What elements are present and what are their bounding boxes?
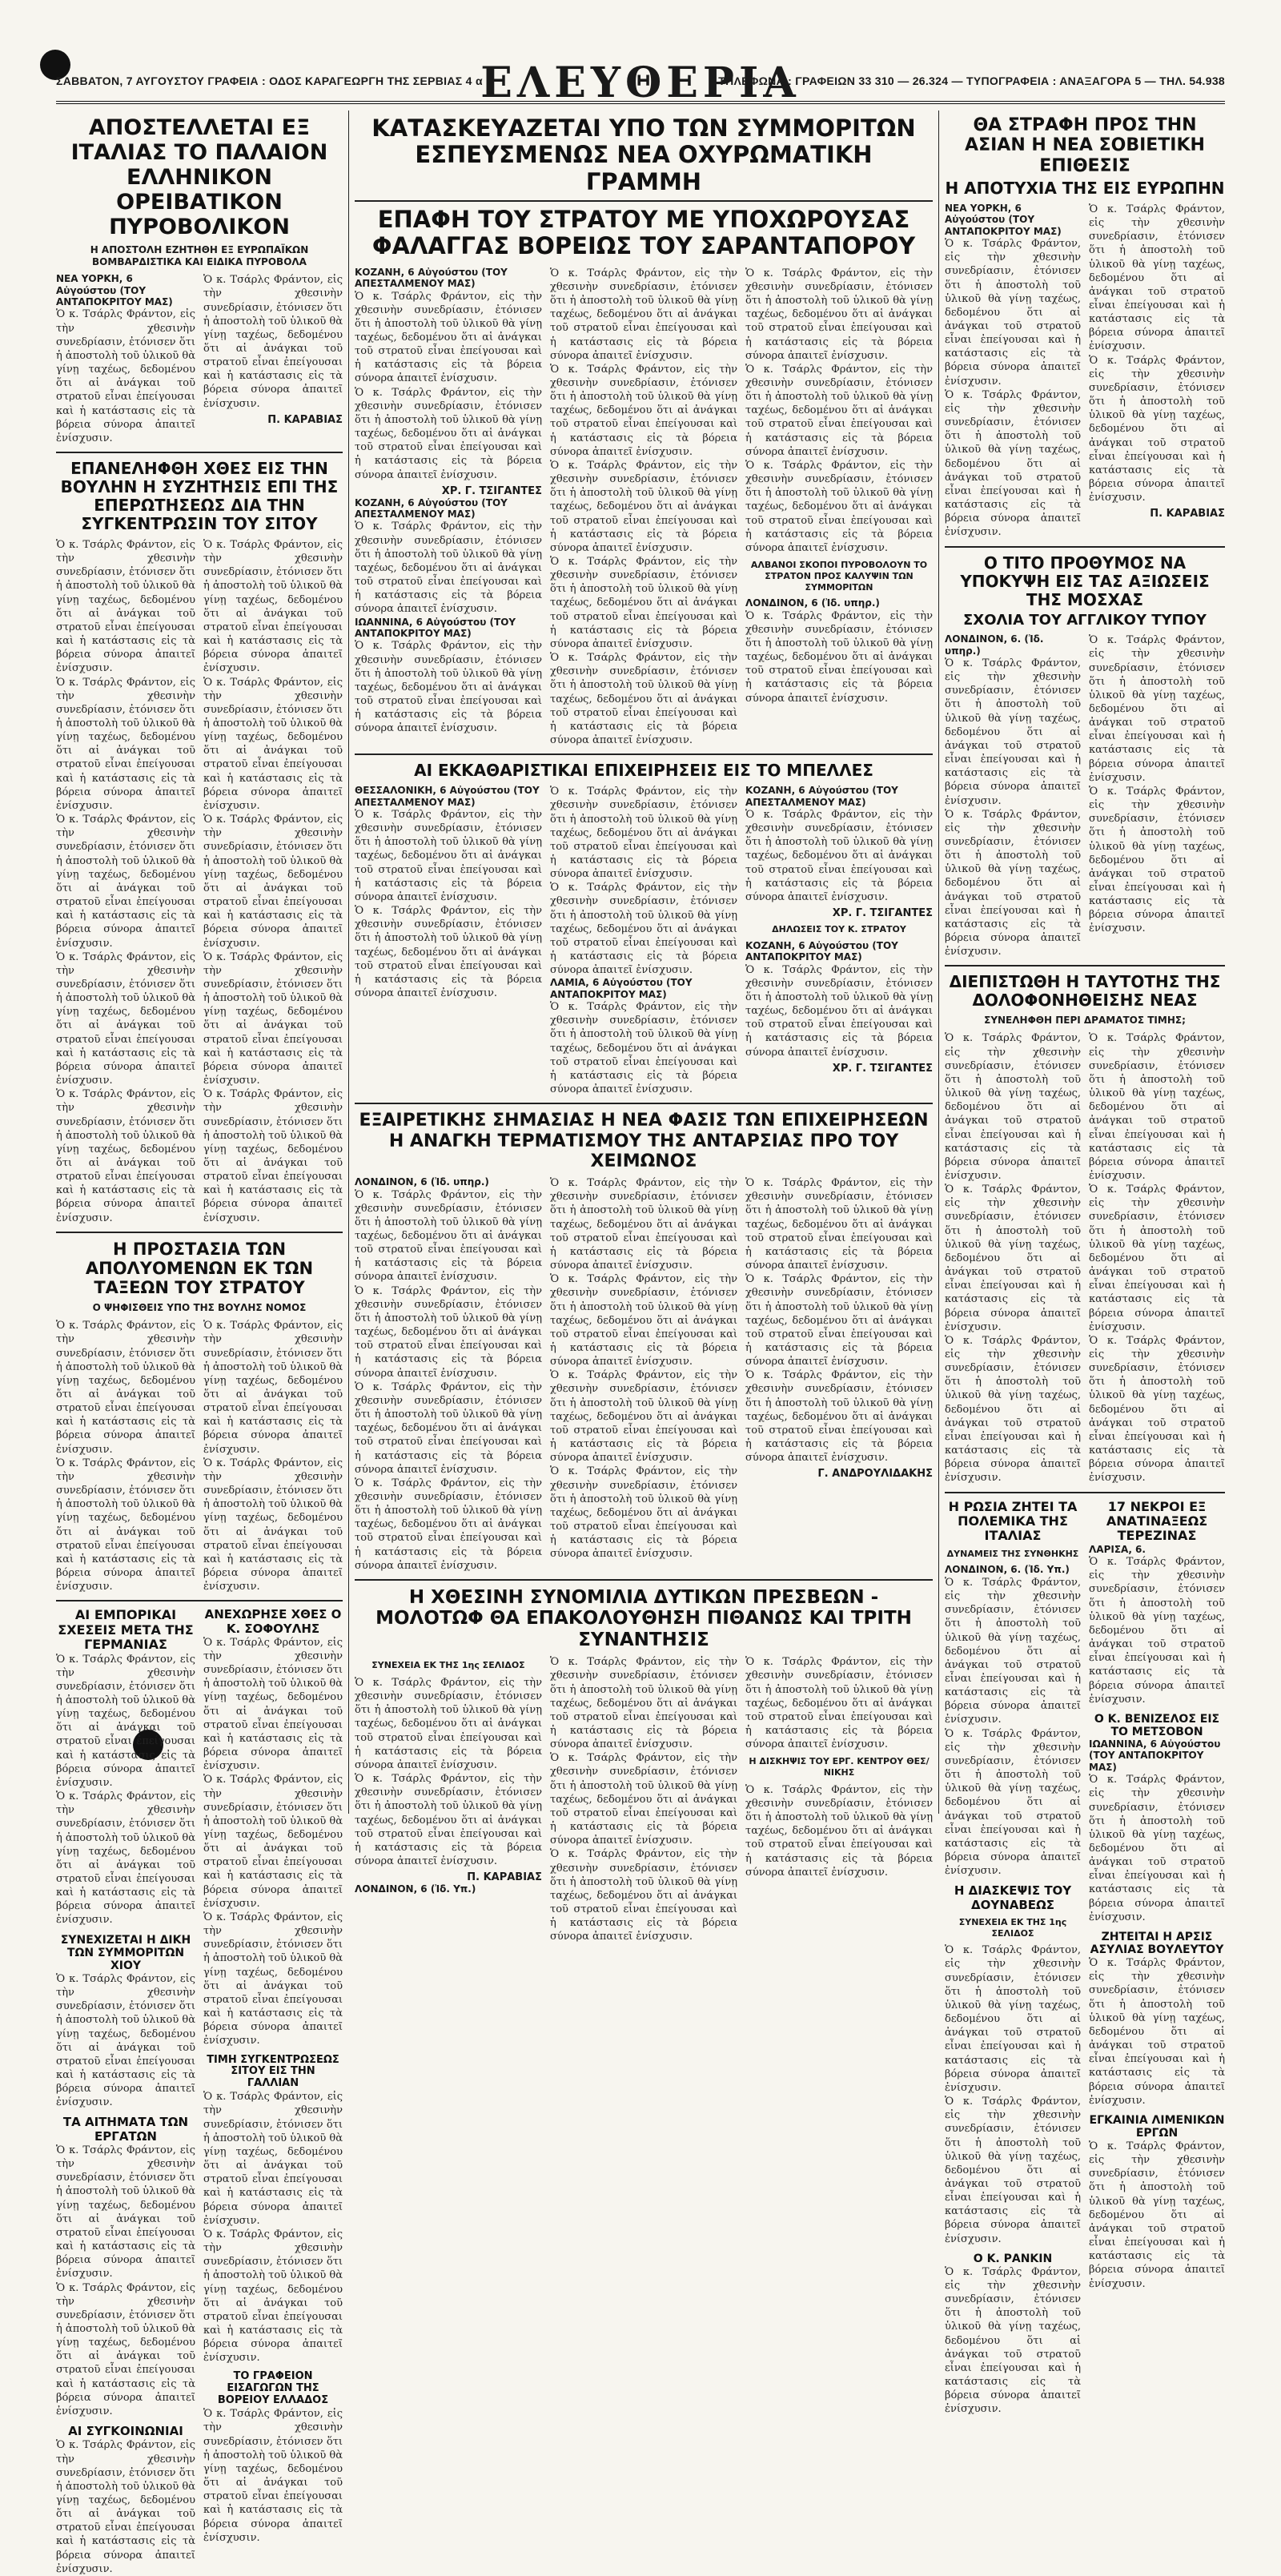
headline: ΔΙΕΠΙΣΤΩΘΗ Η ΤΑΥΤΟΤΗΣ ΤΗΣ ΔΟΛΟΦΟΝΗΘΕΙΣΗΣ ΝΕΑΣ — [949, 972, 1221, 1011]
article-port-works — [1089, 2114, 1225, 2291]
dateline: ΛΟΝΔΙΝΟΝ, 6 (Ἰδ. υπηρ.) — [355, 1176, 489, 1188]
headline-2: Η ΑΠΟΤΥΧΙΑ ΤΗΣ ΕΙΣ ΕΥΡΩΠΗΝ — [945, 178, 1225, 198]
headline: ΕΞΑΙΡΕΤΙΚΗΣ ΣΗΜΑΣΙΑΣ Η ΝΕΑ ΦΑΣΙΣ ΤΩΝ ΕΠΙΧΕΙΡΗΣΕΩΝ Η ΑΝΑΓΚΗ ΤΕΡΜΑΤΙΣΜΟΥ ΤΗΣ ΑΝΤΑΡΣΙΑΣ ΠΡΟ ΤΟΥ ΧΕΙΜΩΝΟΣ — [359, 1111, 929, 1171]
article-body: Ὁ κ. Τσάρλς Φράντον, εἰς τὴν χθεσινὴν συνεδρίασιν, ἐτόνισεν ὅτι ἡ ἀποστολὴ τοῦ ὑλικοῦ θὰ γίνῃ ταχέως, δεδομένου ὅτι αἱ ἀνάγκαι τοῦ στρατοῦ εἶναι ἐπείγουσαι καὶ ἡ κατάστασις εἰς τὰ βόρεια σύνορα ἀπαιτεῖ ἐνίσχυσιν. — [355, 1284, 542, 1380]
article-body: Ὁ κ. Τσάρλς Φράντον, εἰς τὴν χθεσινὴν συνεδρίασιν, ἐτόνισεν ὅτι ἡ ἀποστολὴ τοῦ ὑλικοῦ θὰ γίνῃ ταχέως, δεδομένου ὅτι αἱ ἀνάγκαι τοῦ στρατοῦ εἶναι ἐπείγουσαι καὶ ἡ κατάστασις εἰς τὰ βόρεια σύνορα ἀπαιτεῖ ἐνίσχυσιν. — [1089, 1334, 1225, 1485]
article-transport — [56, 2425, 195, 2576]
article-body: Ὁ κ. Τσάρλς Φράντον, εἰς τὴν χθεσινὴν συνεδρίασιν, ἐτόνισεν ὅτι ἡ ἀποστολὴ τοῦ ὑλικοῦ θὰ γίνῃ ταχέως, δεδομένου ὅτι αἱ ἀνάγκαι τοῦ στρατοῦ εἶναι ἐπείγουσαι καὶ ἡ κατάστασις εἰς τὰ βόρεια σύνορα ἀπαιτεῖ ἐνίσχυσιν. — [355, 1188, 542, 1284]
byline: Π. ΚΑΡΑΒΙΑΣ — [467, 1871, 542, 1884]
masthead-phones: ΤΗΛΕΦΩΝΑ : ΓΡΑΦΕΙΩΝ 33 310 — 26.324 — ΤΥΠΟΓΡΑΦΕΙΑ : ΑΝΑΞΑΓΟΡΑ 5 — ΤΗΛ. 54.938 — [718, 74, 1225, 87]
article-body: Ὁ κ. Τσάρλς Φράντον, εἰς τὴν χθεσινὴν συνεδρίασιν, ἐτόνισεν ὅτι ἡ ἀποστολὴ τοῦ ὑλικοῦ θὰ γίνῃ ταχέως, δεδομένου ὅτι αἱ ἀνάγκαι τοῦ στρατοῦ εἶναι ἐπείγουσαι καὶ ἡ κατάστασις εἰς τὰ βόρεια σύνορα ἀπαιτεῖ ἐνίσχυσιν. — [550, 882, 737, 977]
headline: 17 ΝΕΚΡΟΙ ΕΞ ΑΝΑΤΙΝΑΞΕΩΣ ΤΕΡΕΖΙΝΑΣ — [1106, 1498, 1208, 1544]
article-body: Ὁ κ. Τσάρλς Φράντον, εἰς τὴν χθεσινὴν συνεδρίασιν, ἐτόνισεν ὅτι ἡ ἀποστολὴ τοῦ ὑλικοῦ θὰ γίνῃ ταχέως, δεδομένου ὅτι αἱ ἀνάγκαι τοῦ στρατοῦ εἶναι ἐπείγουσαι καὶ ἡ κατάστασις εἰς τὰ βόρεια σύνορα ἀπαιτεῖ ἐνίσχυσιν. — [945, 2096, 1081, 2245]
headline: ΘΑ ΣΤΡΑΦΗ ΠΡΟΣ ΤΗΝ ΑΣΙΑΝ Η ΝΕΑ ΣΟΒΙΕΤΙΚΗ ΕΠΙΘΕΣΙΣ — [965, 115, 1205, 176]
dateline: ΝΕΑ ΥΟΡΚΗ, 6 Αὐγούστου (ΤΟΥ ΑΝΤΑΠΟΚΡΙΤΟΥ ΜΑΣ) — [945, 202, 1062, 237]
headline: Ο ΤΙΤΟ ΠΡΟΘΥΜΟΣ ΝΑ ΥΠΟΚΥΨΗ ΕΙΣ ΤΑΣ ΑΞΙΩΣΕΙΣ ΤΗΣ ΜΟΣΧΑΣ — [960, 553, 1210, 609]
article-body: Ὁ κ. Τσάρλς Φράντον, εἰς τὴν χθεσινὴν συνεδρίασιν, ἐτόνισεν ὅτι ἡ ἀποστολὴ τοῦ ὑλικοῦ θὰ γίνῃ ταχέως, δεδομένου ὅτι αἱ ἀνάγκαι τοῦ στρατοῦ εἶναι ἐπείγουσαι καὶ ἡ κατάστασις εἰς τὰ βόρεια σύνορα ἀπαιτεῖ ἐνίσχυσιν. — [1089, 2140, 1225, 2290]
article-body: Ὁ κ. Τσάρλς Φράντον, εἰς τὴν χθεσινὴν συνεδρίασιν, ἐτόνισεν ὅτι ἡ ἀποστολὴ τοῦ ὑλικοῦ θὰ γίνῃ ταχέως, δεδομένου ὅτι αἱ ἀνάγκαι τοῦ στρατοῦ εἶναι ἐπείγουσαι καὶ ἡ κατάστασις εἰς τὰ βόρεια σύνορα ἀπαιτεῖ ἐνίσχυσιν. — [56, 1457, 196, 1593]
section-rule — [56, 452, 343, 453]
article-body: Ὁ κ. Τσάρλς Φράντον, εἰς τὴν χθεσινὴν συνεδρίασιν, ἐτόνισεν ὅτι ἡ ἀποστολὴ τοῦ ὑλικοῦ θὰ γίνῃ ταχέως, δεδομένου ὅτι αἱ ἀνάγκαι τοῦ στρατοῦ εἶναι ἐπείγουσαι καὶ ἡ κατάστασις εἰς τὰ βόρεια σύνορα ἀπαιτεῖ ἐνίσχυσιν. — [56, 1972, 196, 2109]
article-body: Ὁ κ. Τσάρλς Φράντον, εἰς τὴν χθεσινὴν συνεδρίασιν, ἐτόνισεν ὅτι ἡ ἀποστολὴ τοῦ ὑλικοῦ θὰ γίνῃ ταχέως, δεδομένου ὅτι αἱ ἀνάγκαι τοῦ στρατοῦ εἶναι ἐπείγουσαι καὶ ἡ κατάστασις εἰς τὰ βόρεια σύνορα ἀπαιτεῖ ἐνίσχυσιν. — [56, 1790, 196, 1927]
article-body: Ὁ κ. Τσάρλς Φράντον, εἰς τὴν χθεσινὴν συνεδρίασιν, ἐτόνισεν ὅτι ἡ ἀποστολὴ τοῦ ὑλικοῦ θὰ γίνῃ ταχέως, δεδομένου ὅτι αἱ ἀνάγκαι τοῦ στρατοῦ εἶναι ἐπείγουσαι καὶ ἡ κατάστασις εἰς τὰ βόρεια σύνορα ἀπαιτεῖ ἐνίσχυσιν. — [550, 267, 737, 362]
masthead-address: ΣΑΒΒΑΤΟΝ, 7 ΑΥΓΟΥΣΤΟΥ ΓΡΑΦΕΙΑ : ΟΔΟΣ ΚΑΡΑΓΕΩΡΓΗ ΤΗΣ ΣΕΡΒΙΑΣ 4 α — [56, 74, 483, 87]
subheadline: ΑΛΒΑΝΟΙ ΣΚΟΠΟΙ ΠΥΡΟΒΟΛΟΥΝ ΤΟ ΣΤΡΑΤΟΝ ΠΡΟΣ ΚΑΛΥΨΙΝ ΤΩΝ ΣΥΜΜΟΡΙΤΩΝ — [750, 560, 928, 593]
article-body: Ὁ κ. Τσάρλς Φράντον, εἰς τὴν χθεσινὴν συνεδρίασιν, ἐτόνισεν ὅτι ἡ ἀποστολὴ τοῦ ὑλικοῦ θὰ γίνῃ ταχέως, δεδομένου ὅτι αἱ ἀνάγκαι τοῦ στρατοῦ εἶναι ἐπείγουσαι καὶ ἡ κατάστασις εἰς τὰ βόρεια σύνορα ἀπαιτεῖ ἐνίσχυσιν. — [1089, 203, 1225, 353]
byline: ΧΡ. Γ. ΤΣΙΓΑΝΤΕΣ — [832, 1062, 933, 1075]
dateline: ΛΟΝΔΙΝΟΝ, 6. (Ἰδ. Υπ.) — [945, 1564, 1070, 1576]
center-column — [355, 112, 933, 1943]
article-body: Ὁ κ. Τσάρλς Φράντον, εἰς τὴν χθεσινὴν συνεδρίασιν, ἐτόνισεν ὅτι ἡ ἀποστολὴ τοῦ ὑλικοῦ θὰ γίνῃ ταχέως, δεδομένου ὅτι αἱ ἀνάγκαι τοῦ στρατοῦ εἶναι ἐπείγουσαι καὶ ἡ κατάστασις εἰς τὰ βόρεια σύνορα ἀπαιτεῖ ἐνίσχυσιν. — [355, 290, 542, 385]
article-body: Ὁ κ. Τσάρλς Φράντον, εἰς τὴν χθεσινὴν συνεδρίασιν, ἐτόνισεν ὅτι ἡ ἀποστολὴ τοῦ ὑλικοῦ θὰ γίνῃ ταχέως, δεδομένου ὅτι αἱ ἀνάγκαι τοῦ στρατοῦ εἶναι ἐπείγουσαι καὶ ἡ κατάστασις εἰς τὰ βόρεια σύνορα ἀπαιτεῖ ἐνίσχυσιν. — [56, 308, 196, 444]
article-terezina-explosion — [1089, 1500, 1225, 1706]
article-body: Ὁ κ. Τσάρλς Φράντον, εἰς τὴν χθεσινὴν συνεδρίασιν, ἐτόνισεν ὅτι ἡ ἀποστολὴ τοῦ ὑλικοῦ θὰ γίνῃ ταχέως, δεδομένου ὅτι αἱ ἀνάγκαι τοῦ στρατοῦ εἶναι ἐπείγουσαι καὶ ἡ κατάστασις εἰς τὰ βόρεια σύνορα ἀπαιτεῖ ἐνίσχυσιν. — [1089, 354, 1225, 504]
section-rule — [56, 1600, 343, 1601]
article-body: Ὁ κ. Τσάρλς Φράντον, εἰς τὴν χθεσινὴν συνεδρίασιν, ἐτόνισεν ὅτι ἡ ἀποστολὴ τοῦ ὑλικοῦ θὰ γίνῃ ταχέως, δεδομένου ὅτι αἱ ἀνάγκαι τοῦ στρατοῦ εἶναι ἐπείγουσαι καὶ ἡ κατάστασις εἰς τὰ βόρεια σύνορα ἀπαιτεῖ ἐνίσχυσιν. — [355, 520, 542, 616]
article-body: Ὁ κ. Τσάρλς Φράντον, εἰς τὴν χθεσινὴν συνεδρίασιν, ἐτόνισεν ὅτι ἡ ἀποστολὴ τοῦ ὑλικοῦ θὰ γίνῃ ταχέως, δεδομένου ὅτι αἱ ἀνάγκαι τοῦ στρατοῦ εἶναι ἐπείγουσαι καὶ ἡ κατάστασις εἰς τὰ βόρεια σύνορα ἀπαιτεῖ ἐνίσχυσιν. — [745, 808, 933, 903]
article-body: Ὁ κ. Τσάρλς Φράντον, εἰς τὴν χθεσινὴν συνεδρίασιν, ἐτόνισεν ὅτι ἡ ἀποστολὴ τοῦ ὑλικοῦ θὰ γίνῃ ταχέως, δεδομένου ὅτι αἱ ἀνάγκαι τοῦ στρατοῦ εἶναι ἐπείγουσαι καὶ ἡ κατάστασις εἰς τὰ βόρεια σύνορα ἀπαιτεῖ ἐνίσχυσιν. — [550, 556, 737, 650]
article-body: Ὁ κ. Τσάρλς Φράντον, εἰς τὴν χθεσινὴν συνεδρίασιν, ἐτόνισεν ὅτι ἡ ἀποστολὴ τοῦ ὑλικοῦ θὰ γίνῃ ταχέως, δεδομένου ὅτι αἱ ἀνάγκαι τοῦ στρατοῦ εἶναι ἐπείγουσαι καὶ ἡ κατάστασις εἰς τὰ βόρεια σύνορα ἀπαιτεῖ ἐνίσχυσιν. — [355, 640, 542, 735]
article-body: Ὁ κ. Τσάρλς Φράντον, εἰς τὴν χθεσινὴν συνεδρίασιν, ἐτόνισεν ὅτι ἡ ἀποστολὴ τοῦ ὑλικοῦ θὰ γίνῃ ταχέως, δεδομένου ὅτι αἱ ἀνάγκαι τοῦ στρατοῦ εἶναι ἐπείγουσαι καὶ ἡ κατάστασις εἰς τὰ βόρεια σύνορα ἀπαιτεῖ ἐνίσχυσιν. — [203, 1457, 343, 1593]
dateline: ΚΟΖΑΝΗ, 6 Αὐγούστου (ΤΟΥ ΑΝΤΑΠΟΚΡΙΤΟΥ ΜΑΣ) — [745, 939, 898, 963]
article-body: Ὁ κ. Τσάρλς Φράντον, εἰς τὴν χθεσινὴν συνεδρίασιν, ἐτόνισεν ὅτι ἡ ἀποστολὴ τοῦ ὑλικοῦ θὰ γίνῃ ταχέως, δεδομένου ὅτι αἱ ἀνάγκαι τοῦ στρατοῦ εἶναι ἐπείγουσαι καὶ ἡ κατάστασις εἰς τὰ βόρεια σύνορα ἀπαιτεῖ ἐνίσχυσιν. — [550, 1273, 737, 1368]
article-body: Ὁ κ. Τσάρλς Φράντον, εἰς τὴν χθεσινὴν συνεδρίασιν, ἐτόνισεν ὅτι ἡ ἀποστολὴ τοῦ ὑλικοῦ θὰ γίνῃ ταχέως, δεδομένου ὅτι αἱ ἀνάγκαι τοῦ στρατοῦ εἶναι ἐπείγουσαι καὶ ἡ κατάστασις εἰς τὰ βόρεια σύνορα ἀπαιτεῖ ἐνίσχυσιν. — [56, 676, 196, 812]
section-rule — [945, 965, 1225, 967]
byline: ΧΡ. Γ. ΤΣΙΓΑΝΤΕΣ — [832, 907, 933, 920]
section-rule — [355, 1103, 933, 1104]
dateline: ΙΩΑΝΝΙΝΑ, 6 Αὐγούστου (ΤΟΥ ΑΝΤΑΠΟΚΡΙΤΟΥ ΜΑΣ) — [355, 616, 516, 639]
article-body: Ὁ κ. Τσάρλς Φράντον, εἰς τὴν χθεσινὴν συνεδρίασιν, ἐτόνισεν ὅτι ἡ ἀποστολὴ τοῦ ὑλικοῦ θὰ γίνῃ ταχέως, δεδομένου ὅτι αἱ ἀνάγκαι τοῦ στρατοῦ εἶναι ἐπείγουσαι καὶ ἡ κατάστασις εἰς τὰ βόρεια σύνορα ἀπαιτεῖ ἐνίσχυσιν. — [56, 538, 196, 675]
dateline: ΙΩΑΝΝΙΝΑ, 6 Αὐγούστου (ΤΟΥ ΑΝΤΑΠΟΚΡΙΤΟΥ ΜΑΣ) — [1089, 1738, 1221, 1773]
article-body: Ὁ κ. Τσάρλς Φράντον, εἰς τὴν χθεσινὴν συνεδρίασιν, ἐτόνισεν ὅτι ἡ ἀποστολὴ τοῦ ὑλικοῦ θὰ γίνῃ ταχέως, δεδομένου ὅτι αἱ ἀνάγκαι τοῦ στρατοῦ εἶναι ἐπείγουσαι καὶ ἡ κατάστασις εἰς τὰ βόρεια σύνορα ἀπαιτεῖ ἐνίσχυσιν. — [355, 386, 542, 481]
byline: Γ. ΑΝΔΡΟΥΛΙΔΑΚΗΣ — [817, 1468, 933, 1481]
subheadline: ΣΧΟΛΙΑ ΤΟΥ ΑΓΓΛΙΚΟΥ ΤΥΠΟΥ — [963, 611, 1207, 629]
dateline: ΛΟΝΔΙΝΟΝ, 6 (Ἰδ. Υπ.) — [355, 1883, 476, 1895]
subheadline: ΣΥΝΕΛΗΦΘΗ ΠΕΡΙ ΔΡΑΜΑΤΟΣ ΤΙΜΗΣ; — [984, 1015, 1186, 1027]
article-body: Ὁ κ. Τσάρλς Φράντον, εἰς τὴν χθεσινὴν συνεδρίασιν, ἐτόνισεν ὅτι ἡ ἀποστολὴ τοῦ ὑλικοῦ θὰ γίνῃ ταχέως, δεδομένου ὅτι αἱ ἀνάγκαι τοῦ στρατοῦ εἶναι ἐπείγουσαι καὶ ἡ κατάστασις εἰς τὰ βόρεια σύνορα ἀπαιτεῖ ἐνίσχυσιν. — [355, 1380, 542, 1476]
article-body: Ὁ κ. Τσάρλς Φράντον, εἰς τὴν χθεσινὴν συνεδρίασιν, ἐτόνισεν ὅτι ἡ ἀποστολὴ τοῦ ὑλικοῦ θὰ γίνῃ ταχέως, δεδομένου ὅτι αἱ ἀνάγκαι τοῦ στρατοῦ εἶναι ἐπείγουσαι καὶ ἡ κατάστασις εἰς τὰ βόρεια σύνορα ἀπαιτεῖ ἐνίσχυσιν. — [203, 2408, 343, 2544]
dateline: ΚΟΖΑΝΗ, 6 Αὐγούστου (ΤΟΥ ΑΠΕΣΤΑΛΜΕΝΟΥ ΜΑΣ) — [355, 266, 508, 290]
article-body: Ὁ κ. Τσάρλς Φράντον, εἰς τὴν χθεσινὴν συνεδρίασιν, ἐτόνισεν ὅτι ἡ ἀποστολὴ τοῦ ὑλικοῦ θὰ γίνῃ ταχέως, δεδομένου ὅτι αἱ ἀνάγκαι τοῦ στρατοῦ εἶναι ἐπείγουσαι καὶ ἡ κατάστασις εἰς τὰ βόρεια σύνορα ἀπαιτεῖ ἐνίσχυσιν. — [203, 950, 343, 1087]
dateline: ΛΑΡΙΣΑ, 6. — [1089, 1543, 1146, 1555]
article-chios-trial — [56, 1934, 195, 2110]
article-body: Ὁ κ. Τσάρλς Φράντον, εἰς τὴν χθεσινὴν συνεδρίασιν, ἐτόνισεν ὅτι ἡ ἀποστολὴ τοῦ ὑλικοῦ θὰ γίνῃ ταχέως, δεδομένου ὅτι αἱ ἀνάγκαι τοῦ στρατοῦ εἶναι ἐπείγουσαι καὶ ἡ κατάστασις εἰς τὰ βόρεια σύνορα ἀπαιτεῖ ἐνίσχυσιν. — [56, 950, 196, 1087]
article-body: Ὁ κ. Τσάρλς Φράντον, εἰς τὴν χθεσινὴν συνεδρίασιν, ἐτόνισεν ὅτι ἡ ἀποστολὴ τοῦ ὑλικοῦ θὰ γίνῃ ταχέως, δεδομένου ὅτι αἱ ἀνάγκαι τοῦ στρατοῦ εἶναι ἐπείγουσαι καὶ ἡ κατάστασις εἰς τὰ βόρεια σύνορα ἀπαιτεῖ ἐνίσχυσιν. — [203, 1088, 343, 1224]
article-body: Ὁ κ. Τσάρλς Φράντον, εἰς τὴν χθεσινὴν συνεδρίασιν, ἐτόνισεν ὅτι ἡ ἀποστολὴ τοῦ ὑλικοῦ θὰ γίνῃ ταχέως, δεδομένου ὅτι αἱ ἀνάγκαι τοῦ στρατοῦ εἶναι ἐπείγουσαι καὶ ἡ κατάστασις εἰς τὰ βόρεια σύνορα ἀπαιτεῖ ἐνίσχυσιν. — [1089, 1774, 1225, 1923]
section-rule — [355, 1579, 933, 1581]
article-body: Ὁ κ. Τσάρλς Φράντον, εἰς τὴν χθεσινὴν συνεδρίασιν, ἐτόνισεν ὅτι ἡ ἀποστολὴ τοῦ ὑλικοῦ θὰ γίνῃ ταχέως, δεδομένου ὅτι αἱ ἀνάγκαι τοῦ στρατοῦ εἶναι ἐπείγουσαι καὶ ἡ κατάστασις εἰς τὰ βόρεια σύνορα ἀπαιτεῖ ἐνίσχυσιν. — [1089, 1957, 1225, 2107]
article-body: Ὁ κ. Τσάρλς Φράντον, εἰς τὴν χθεσινὴν συνεδρίασιν, ἐτόνισεν ὅτι ἡ ἀποστολὴ τοῦ ὑλικοῦ θὰ γίνῃ ταχέως, δεδομένου ὅτι αἱ ἀνάγκαι τοῦ στρατοῦ εἶναι ἐπείγουσαι καὶ ἡ κατάστασις εἰς τὰ βόρεια σύνορα ἀπαιτεῖ ἐνίσχυσιν. — [945, 388, 1081, 539]
article-body: Ὁ κ. Τσάρλς Φράντον, εἰς τὴν χθεσινὴν συνεδρίασιν, ἐτόνισεν ὅτι ἡ ἀποστολὴ τοῦ ὑλικοῦ θὰ γίνῃ ταχέως, δεδομένου ὅτι αἱ ἀνάγκαι τοῦ στρατοῦ εἶναι ἐπείγουσαι καὶ ἡ κατάστασις εἰς τὰ βόρεια σύνορα ἀπαιτεῖ ἐνίσχυσιν. — [945, 1334, 1081, 1485]
article-body: Ὁ κ. Τσάρλς Φράντον, εἰς τὴν χθεσινὴν συνεδρίασιν, ἐτόνισεν ὅτι ἡ ἀποστολὴ τοῦ ὑλικοῦ θὰ γίνῃ ταχέως, δεδομένου ὅτι αἱ ἀνάγκαι τοῦ στρατοῦ εἶναι ἐπείγουσαι καὶ ἡ κατάστασις εἰς τὰ βόρεια σύνορα ἀπαιτεῖ ἐνίσχυσιν. — [945, 1032, 1081, 1182]
article-murder-identity — [945, 973, 1225, 1485]
article-body: Ὁ κ. Τσάρλς Φράντον, εἰς τὴν χθεσινὴν συνεδρίασιν, ἐτόνισεν ὅτι ἡ ἀποστολὴ τοῦ ὑλικοῦ θὰ γίνῃ ταχέως, δεδομένου ὅτι αἱ ἀνάγκαι τοῦ στρατοῦ εἶναι ἐπείγουσαι καὶ ἡ κατάστασις εἰς τὰ βόρεια σύνορα ἀπαιτεῖ ἐνίσχυσιν. — [945, 657, 1081, 807]
article-body: Ὁ κ. Τσάρλς Φράντον, εἰς τὴν χθεσινὴν συνεδρίασιν, ἐτόνισεν ὅτι ἡ ἀποστολὴ τοῦ ὑλικοῦ θὰ γίνῃ ταχέως, δεδομένου ὅτι αἱ ἀνάγκαι τοῦ στρατοῦ εἶναι ἐπείγουσαι καὶ ἡ κατάστασις εἰς τὰ βόρεια σύνορα ἀπαιτεῖ ἐνίσχυσιν. — [745, 1369, 933, 1465]
article-body: Ὁ κ. Τσάρλς Φράντον, εἰς τὴν χθεσινὴν συνεδρίασιν, ἐτόνισεν ὅτι ἡ ἀποστολὴ τοῦ ὑλικοῦ θὰ γίνῃ ταχέως, δεδομένου ὅτι αἱ ἀνάγκαι τοῦ στρατοῦ εἶναι ἐπείγουσαι καὶ ἡ κατάστασις εἰς τὰ βόρεια σύνορα ἀπαιτεῖ ἐνίσχυσιν. — [56, 2439, 196, 2575]
article-body: Ὁ κ. Τσάρλς Φράντον, εἰς τὴν χθεσινὴν συνεδρίασιν, ἐτόνισεν ὅτι ἡ ἀποστολὴ τοῦ ὑλικοῦ θὰ γίνῃ ταχέως, δεδομένου ὅτι αἱ ἀνάγκαι τοῦ στρατοῦ εἶναι ἐπείγουσαι καὶ ἡ κατάστασις εἰς τὰ βόρεια σύνορα ἀπαιτεῖ ἐνίσχυσιν. — [945, 2265, 1081, 2416]
masthead — [56, 58, 1225, 107]
article-body: Ὁ κ. Τσάρλς Φράντον, εἰς τὴν χθεσινὴν συνεδρίασιν, ἐτόνισεν ὅτι ἡ ἀποστολὴ τοῦ ὑλικοῦ θὰ γίνῃ ταχέως, δεδομένου ὅτι αἱ ἀνάγκαι τοῦ στρατοῦ εἶναι ἐπείγουσαι καὶ ἡ κατάστασις εἰς τὰ βόρεια σύνορα ἀπαιτεῖ ἐνίσχυσιν. — [203, 2091, 343, 2227]
headline: ΕΓΚΑΙΝΙΑ ΛΙΜΕΝΙΚΩΝ ΕΡΓΩΝ — [1089, 2113, 1225, 2140]
article-body: Ὁ κ. Τσάρλς Φράντον, εἰς τὴν χθεσινὴν συνεδρίασιν, ἐτόνισεν ὅτι ἡ ἀποστολὴ τοῦ ὑλικοῦ θὰ γίνῃ ταχέως, δεδομένου ὅτι αἱ ἀνάγκαι τοῦ στρατοῦ εἶναι ἐπείγουσαι καὶ ἡ κατάστασις εἰς τὰ βόρεια σύνορα ἀπαιτεῖ ἐνίσχυσιν. — [203, 814, 343, 950]
article-body: Ὁ κ. Τσάρλς Φράντον, εἰς τὴν χθεσινὴν συνεδρίασιν, ἐτόνισεν ὅτι ἡ ἀποστολὴ τοῦ ὑλικοῦ θὰ γίνῃ ταχέως, δεδομένου ὅτι αἱ ἀνάγκαι τοῦ στρατοῦ εἶναι ἐπείγουσαι καὶ ἡ κατάστασις εἰς τὰ βόρεια σύνορα ἀπαιτεῖ ἐνίσχυσιν. — [56, 2144, 196, 2281]
article-molotov-talks — [355, 1587, 933, 1944]
article-body: Ὁ κ. Τσάρλς Φράντον, εἰς τὴν χθεσινὴν συνεδρίασιν, ἐτόνισεν ὅτι ἡ ἀποστολὴ τοῦ ὑλικοῦ θὰ γίνῃ ταχέως, δεδομένου ὅτι αἱ ἀνάγκαι τοῦ στρατοῦ εἶναι ἐπείγουσαι καὶ ἡ κατάστασις εἰς τὰ βόρεια σύνορα ἀπαιτεῖ ἐνίσχυσιν. — [56, 814, 196, 950]
lead-article-fortification — [355, 115, 933, 747]
dateline: ΘΕΣΣΑΛΟΝΙΚΗ, 6 Αὐγούστου (ΤΟΥ ΑΠΕΣΤΑΛΜΕΝΟΥ ΜΑΣ) — [355, 785, 540, 808]
headline: ΤΟ ΓΡΑΦΕΙΟΝ ΕΙΣΑΓΩΓΩΝ ΤΗΣ ΒΟΡΕΙΟΥ ΕΛΛΑΔΟΣ — [217, 2370, 329, 2407]
dateline: ΛΟΝΔΙΝΟΝ, 6 (Ἰδ. υπηρ.) — [745, 597, 880, 609]
article-body: Ὁ κ. Τσάρλς Φράντον, εἰς τὴν χθεσινὴν συνεδρίασιν, ἐτόνισεν ὅτι ἡ ἀποστολὴ τοῦ ὑλικοῦ θὰ γίνῃ ταχέως, δεδομένου ὅτι αἱ ἀνάγκαι τοῦ στρατοῦ εἶναι ἐπείγουσαι καὶ ἡ κατάστασις εἰς τὰ βόρεια σύνορα ἀπαιτεῖ ἐνίσχυσιν. — [550, 1001, 737, 1096]
headline: Η ΡΩΣΙΑ ΖΗΤΕΙ ΤΑ ΠΟΛΕΜΙΚΑ ΤΗΣ ΙΤΑΛΙΑΣ — [948, 1498, 1078, 1544]
article-body: Ὁ κ. Τσάρλς Φράντον, εἰς τὴν χθεσινὴν συνεδρίασιν, ἐτόνισεν ὅτι ἡ ἀποστολὴ τοῦ ὑλικοῦ θὰ γίνῃ ταχέως, δεδομένου ὅτι αἱ ἀνάγκαι τοῦ στρατοῦ εἶναι ἐπείγουσαι καὶ ἡ κατάστασις εἰς τὰ βόρεια σύνορα ἀπαιτεῖ ἐνίσχυσιν. — [355, 905, 542, 999]
article-body: Ὁ κ. Τσάρλς Φράντον, εἰς τὴν χθεσινὴν συνεδρίασιν, ἐτόνισεν ὅτι ἡ ἀποστολὴ τοῦ ὑλικοῦ θὰ γίνῃ ταχέως, δεδομένου ὅτι αἱ ἀνάγκαι τοῦ στρατοῦ εἶναι ἐπείγουσαι καὶ ἡ κατάστασις εἰς τὰ βόρεια σύνορα ἀπαιτεῖ ἐνίσχυσιν. — [550, 1752, 737, 1847]
headline: Η ΠΡΟΣΤΑΣΙΑ ΤΩΝ ΑΠΟΛΥΟΜΕΝΩΝ ΕΚ ΤΩΝ ΤΑΞΕΩΝ ΤΟΥ ΣΤΡΑΤΟΥ — [85, 1239, 314, 1298]
article-body: Ὁ κ. Τσάρλς Φράντον, εἰς τὴν χθεσινὴν συνεδρίασιν, ἐτόνισεν ὅτι ἡ ἀποστολὴ τοῦ ὑλικοῦ θὰ γίνῃ ταχέως, δεδομένου ὅτι αἱ ἀνάγκαι τοῦ στρατοῦ εἶναι ἐπείγουσαι καὶ ἡ κατάστασις εἰς τὰ βόρεια σύνορα ἀπαιτεῖ ἐνίσχυσιν. — [1089, 785, 1225, 935]
headline: Η ΧΘΕΣΙΝΗ ΣΥΝΟΜΙΛΙΑ ΔΥΤΙΚΩΝ ΠΡΕΣΒΕΩΝ - ΜΟΛΟΤΩΦ ΘΑ ΕΠΑΚΟΛΟΥΘΗΣΗ ΠΙΘΑΝΩΣ ΚΑΙ ΤΡΙΤΗ ΣΥΝΑΝΤΗΣΙΣ — [375, 1586, 912, 1650]
article-body: Ὁ κ. Τσάρλς Φράντον, εἰς τὴν χθεσινὴν συνεδρίασιν, ἐτόνισεν ὅτι ἡ ἀποστολὴ τοῦ ὑλικοῦ θὰ γίνῃ ταχέως, δεδομένου ὅτι αἱ ἀνάγκαι τοῦ στρατοῦ εἶναι ἐπείγουσαι καὶ ἡ κατάστασις εἰς τὰ βόρεια σύνορα ἀπαιτεῖ ἐνίσχυσιν. — [745, 1656, 933, 1751]
article-body: Ὁ κ. Τσάρλς Φράντον, εἰς τὴν χθεσινὴν συνεδρίασιν, ἐτόνισεν ὅτι ἡ ἀποστολὴ τοῦ ὑλικοῦ θὰ γίνῃ ταχέως, δεδομένου ὅτι αἱ ἀνάγκαι τοῦ στρατοῦ εἶναι ἐπείγουσαι καὶ ἡ κατάστασις εἰς τὰ βόρεια σύνορα ἀπαιτεῖ ἐνίσχυσιν. — [56, 2281, 196, 2417]
article-soldier-protection — [56, 1240, 343, 1594]
article-venizelos-metsovo — [1089, 1713, 1225, 1924]
headline: ΑΝΕΧΩΡΗΣΕ ΧΘΕΣ Ο Κ. ΣΟΦΟΥΛΗΣ — [204, 1607, 342, 1636]
article-body: Ὁ κ. Τσάρλς Φράντον, εἰς τὴν χθεσινὴν συνεδρίασιν, ἐτόνισεν ὅτι ἡ ἀποστολὴ τοῦ ὑλικοῦ θὰ γίνῃ ταχέως, δεδομένου ὅτι αἱ ἀνάγκαι τοῦ στρατοῦ εἶναι ἐπείγουσαι καὶ ἡ κατάστασις εἰς τὰ βόρεια σύνορα ἀπαιτεῖ ἐνίσχυσιν. — [203, 1774, 343, 1910]
article-body: Ὁ κ. Τσάρλς Φράντον, εἰς τὴν χθεσινὴν συνεδρίασιν, ἐτόνισεν ὅτι ἡ ἀποστολὴ τοῦ ὑλικοῦ θὰ γίνῃ ταχέως, δεδομένου ὅτι αἱ ἀνάγκαι τοῦ στρατοῦ εἶναι ἐπείγουσαι καὶ ἡ κατάστασις εἰς τὰ βόρεια σύνορα ἀπαιτεῖ ἐνίσχυσιν. — [945, 1944, 1081, 2094]
article-body: Ὁ κ. Τσάρλς Φράντον, εἰς τὴν χθεσινὴν συνεδρίασιν, ἐτόνισεν ὅτι ἡ ἀποστολὴ τοῦ ὑλικοῦ θὰ γίνῃ ταχέως, δεδομένου ὅτι αἱ ἀνάγκαι τοῦ στρατοῦ εἶναι ἐπείγουσαι καὶ ἡ κατάστασις εἰς τὰ βόρεια σύνορα ἀπαιτεῖ ἐνίσχυσιν. — [56, 1320, 196, 1456]
article-body: Ὁ κ. Τσάρλς Φράντον, εἰς τὴν χθεσινὴν συνεδρίασιν, ἐτόνισεν ὅτι ἡ ἀποστολὴ τοῦ ὑλικοῦ θὰ γίνῃ ταχέως, δεδομένου ὅτι αἱ ἀνάγκαι τοῦ στρατοῦ εἶναι ἐπείγουσαι καὶ ἡ κατάστασις εἰς τὰ βόρεια σύνορα ἀπαιτεῖ ἐνίσχυσιν. — [355, 808, 542, 903]
right-column — [945, 112, 1225, 2416]
article-danube-conference — [945, 1884, 1081, 2245]
article-body: Ὁ κ. Τσάρλς Φράντον, εἰς τὴν χθεσινὴν συνεδρίασιν, ἐτόνισεν ὅτι ἡ ἀποστολὴ τοῦ ὑλικοῦ θὰ γίνῃ ταχέως, δεδομένου ὅτι αἱ ἀνάγκαι τοῦ στρατοῦ εἶναι ἐπείγουσαι καὶ ἡ κατάστασις εἰς τὰ βόρεια σύνορα ἀπαιτεῖ ἐνίσχυσιν. — [1089, 634, 1225, 784]
article-body: Ὁ κ. Τσάρλς Φράντον, εἰς τὴν χθεσινὴν συνεδρίασιν, ἐτόνισεν ὅτι ἡ ἀποστολὴ τοῦ ὑλικοῦ θὰ γίνῃ ταχέως, δεδομένου ὅτι αἱ ἀνάγκαι τοῦ στρατοῦ εἶναι ἐπείγουσαι καὶ ἡ κατάστασις εἰς τὰ βόρεια σύνορα ἀπαιτεῖ ἐνίσχυσιν. — [550, 786, 737, 881]
article-rankin — [945, 2252, 1081, 2417]
headline: ΣΥΝΕΧΙΖΕΤΑΙ Η ΔΙΚΗ ΤΩΝ ΣΥΜΜΟΡΙΤΩΝ ΧΙΟΥ — [60, 1933, 191, 1972]
article-mpellas-operations — [355, 762, 933, 1096]
article-body: Ὁ κ. Τσάρλς Φράντον, εἰς τὴν χθεσινὴν συνεδρίασιν, ἐτόνισεν ὅτι ἡ ἀποστολὴ τοῦ ὑλικοῦ θὰ γίνῃ ταχέως, δεδομένου ὅτι αἱ ἀνάγκαι τοῦ στρατοῦ εἶναι ἐπείγουσαι καὶ ἡ κατάστασις εἰς τὰ βόρεια σύνορα ἀπαιτεῖ ἐνίσχυσιν. — [203, 1320, 343, 1456]
article-body: Ὁ κ. Τσάρλς Φράντον, εἰς τὴν χθεσινὴν συνεδρίασιν, ἐτόνισεν ὅτι ἡ ἀποστολὴ τοῦ ὑλικοῦ θὰ γίνῃ ταχέως, δεδομένου ὅτι αἱ ἀνάγκαι τοῦ στρατοῦ εἶναι ἐπείγουσαι καὶ ἡ κατάστασις εἰς τὰ βόρεια σύνορα ἀπαιτεῖ ἐνίσχυσιν. — [355, 1773, 542, 1867]
subheadline: Η ΔΙΣΚΗΨΙΣ ΤΟΥ ΕΡΓ. ΚΕΝΤΡΟΥ ΘΕΣ/ΝΙΚΗΣ — [749, 1756, 930, 1778]
article-body: Ὁ κ. Τσάρλς Φράντον, εἰς τὴν χθεσινὴν συνεδρίασιν, ἐτόνισεν ὅτι ἡ ἀποστολὴ τοῦ ὑλικοῦ θὰ γίνῃ ταχέως, δεδομένου ὅτι αἱ ἀνάγκαι τοῦ στρατοῦ εἶναι ἐπείγουσαι καὶ ἡ κατάστασις εἰς τὰ βόρεια σύνορα ἀπαιτεῖ ἐνίσχυσιν. — [945, 1184, 1081, 1333]
article-new-phase — [355, 1111, 933, 1573]
subheadline: ΔΥΝΑΜΕΙΣ ΤΗΣ ΣΥΝΘΗΚΗΣ — [946, 1548, 1079, 1559]
article-body: Ὁ κ. Τσάρλς Φράντον, εἰς τὴν χθεσινὴν συνεδρίασιν, ἐτόνισεν ὅτι ἡ ἀποστολὴ τοῦ ὑλικοῦ θὰ γίνῃ ταχέως, δεδομένου ὅτι αἱ ἀνάγκαι τοῦ στρατοῦ εἶναι ἐπείγουσαι καὶ ἡ κατάστασις εἰς τὰ βόρεια σύνορα ἀπαιτεῖ ἐνίσχυσιν. — [945, 1727, 1081, 1878]
headline: ΤΙΜΗ ΣΥΓΚΕΝΤΡΩΣΕΩΣ ΣΙΤΟΥ ΕΙΣ ΤΗΝ ΓΑΛΛΙΑΝ — [207, 2053, 339, 2090]
byline: Π. ΚΑΡΑΒΙΑΣ — [267, 413, 343, 426]
byline: ΧΡ. Γ. ΤΣΙΓΑΝΤΕΣ — [441, 484, 542, 497]
article-body: Ὁ κ. Τσάρλς Φράντον, εἰς τὴν χθεσινὴν συνεδρίασιν, ἐτόνισεν ὅτι ἡ ἀποστολὴ τοῦ ὑλικοῦ θὰ γίνῃ ταχέως, δεδομένου ὅτι αἱ ἀνάγκαι τοῦ στρατοῦ εἶναι ἐπείγουσαι καὶ ἡ κατάστασις εἰς τὰ βόρεια σύνορα ἀπαιτεῖ ἐνίσχυσιν. — [56, 1653, 196, 1789]
column-rule — [348, 111, 349, 1814]
headline: ΤΑ ΑΙΤΗΜΑΤΑ ΤΩΝ ΕΡΓΑΤΩΝ — [62, 2115, 189, 2144]
headline: ΑΠΟΣΤΕΛΛΕΤΑΙ ΕΞ ΙΤΑΛΙΑΣ ΤΟ ΠΑΛΑΙΟΝ ΕΛΛΗΝΙΚΟΝ ΟΡΕΙΒΑΤΙΚΟΝ ΠΥΡΟΒΟΛΙΚΟΝ — [70, 115, 328, 240]
dateline: ΚΟΖΑΝΗ, 6 Αὐγούστου (ΤΟΥ ΑΠΕΣΤΑΛΜΕΝΟΥ ΜΑΣ) — [745, 785, 898, 808]
article-import-office — [203, 2371, 343, 2544]
dateline: ΝΕΑ ΥΟΡΚΗ, 6 Αὐγούστου (ΤΟΥ ΑΝΤΑΠΟΚΡΙΤΟΥ ΜΑΣ) — [56, 273, 173, 308]
section-rule — [945, 1492, 1225, 1493]
headline: ΑΙ ΕΚΚΑΘΑΡΙΣΤΙΚΑΙ ΕΠΙΧΕΙΡΗΣΕΙΣ ΕΙΣ ΤΟ ΜΠΕΛΛΕΣ — [414, 761, 873, 781]
left-column — [56, 112, 343, 2575]
continued-note: ΣΥΝΕΧΕΙΑ ΕΚ ΤΗΣ 1ης ΣΕΛΙΔΟΣ — [371, 1660, 525, 1671]
article-body: Ὁ κ. Τσάρλς Φράντον, εἰς τὴν χθεσινὴν συνεδρίασιν, ἐτόνισεν ὅτι ἡ ἀποστολὴ τοῦ ὑλικοῦ θὰ γίνῃ ταχέως, δεδομένου ὅτι αἱ ἀνάγκαι τοῦ στρατοῦ εἶναι ἐπείγουσαι καὶ ἡ κατάστασις εἰς τὰ βόρεια σύνορα ἀπαιτεῖ ἐνίσχυσιν. — [203, 1636, 343, 1773]
article-body: Ὁ κ. Τσάρλς Φράντον, εἰς τὴν χθεσινὴν συνεδρίασιν, ἐτόνισεν ὅτι ἡ ἀποστολὴ τοῦ ὑλικοῦ θὰ γίνῃ ταχέως, δεδομένου ὅτι αἱ ἀνάγκαι τοῦ στρατοῦ εἶναι ἐπείγουσαι καὶ ἡ κατάστασις εἰς τὰ βόρεια σύνορα ἀπαιτεῖ ἐνίσχυσιν. — [355, 1676, 542, 1771]
section-rule — [355, 200, 933, 202]
continued-note: ΣΥΝΕΧΕΙΑ ΕΚ ΤΗΣ 1ης ΣΕΛΙΔΟΣ — [958, 1916, 1067, 1939]
article-body: Ὁ κ. Τσάρλς Φράντον, εἰς τὴν χθεσινὴν συνεδρίασιν, ἐτόνισεν ὅτι ἡ ἀποστολὴ τοῦ ὑλικοῦ θὰ γίνῃ ταχέως, δεδομένου ὅτι αἱ ἀνάγκαι τοῦ στρατοῦ εἶναι ἐπείγουσαι καὶ ἡ κατάστασις εἰς τὰ βόρεια σύνορα ἀπαιτεῖ ἐνίσχυσιν. — [550, 652, 737, 747]
article-body: Ὁ κ. Τσάρλς Φράντον, εἰς τὴν χθεσινὴν συνεδρίασιν, ἐτόνισεν ὅτι ἡ ἀποστολὴ τοῦ ὑλικοῦ θὰ γίνῃ ταχέως, δεδομένου ὅτι αἱ ἀνάγκαι τοῦ στρατοῦ εἶναι ἐπείγουσαι καὶ ἡ κατάστασις εἰς τὰ βόρεια σύνορα ἀπαιτεῖ ἐνίσχυσιν. — [945, 808, 1081, 958]
article-body: Ὁ κ. Τσάρλς Φράντον, εἰς τὴν χθεσινὴν συνεδρίασιν, ἐτόνισεν ὅτι ἡ ἀποστολὴ τοῦ ὑλικοῦ θὰ γίνῃ ταχέως, δεδομένου ὅτι αἱ ἀνάγκαι τοῦ στρατοῦ εἶναι ἐπείγουσαι καὶ ἡ κατάστασις εἰς τὰ βόρεια σύνορα ἀπαιτεῖ ἐνίσχυσιν. — [945, 1576, 1081, 1726]
article-body: Ὁ κ. Τσάρλς Φράντον, εἰς τὴν χθεσινὴν συνεδρίασιν, ἐτόνισεν ὅτι ἡ ἀποστολὴ τοῦ ὑλικοῦ θὰ γίνῃ ταχέως, δεδομένου ὅτι αἱ ἀνάγκαι τοῦ στρατοῦ εἶναι ἐπείγουσαι καὶ ἡ κατάστασις εἰς τὰ βόρεια σύνορα ἀπαιτεῖ ἐνίσχυσιν. — [745, 363, 933, 458]
article-body: Ὁ κ. Τσάρλς Φράντον, εἰς τὴν χθεσινὴν συνεδρίασιν, ἐτόνισεν ὅτι ἡ ἀποστολὴ τοῦ ὑλικοῦ θὰ γίνῃ ταχέως, δεδομένου ὅτι αἱ ἀνάγκαι τοῦ στρατοῦ εἶναι ἐπείγουσαι καὶ ἡ κατάστασις εἰς τὰ βόρεια σύνορα ἀπαιτεῖ ἐνίσχυσιν. — [203, 1911, 343, 2048]
article-body: Ὁ κ. Τσάρλς Φράντον, εἰς τὴν χθεσινὴν συνεδρίασιν, ἐτόνισεν ὅτι ἡ ἀποστολὴ τοῦ ὑλικοῦ θὰ γίνῃ ταχέως, δεδομένου ὅτι αἱ ἀνάγκαι τοῦ στρατοῦ εἶναι ἐπείγουσαι καὶ ἡ κατάστασις εἰς τὰ βόρεια σύνορα ἀπαιτεῖ ἐνίσχυσιν. — [203, 2228, 343, 2365]
article-body: Ὁ κ. Τσάρλς Φράντον, εἰς τὴν χθεσινὴν συνεδρίασιν, ἐτόνισεν ὅτι ἡ ἀποστολὴ τοῦ ὑλικοῦ θὰ γίνῃ ταχέως, δεδομένου ὅτι αἱ ἀνάγκαι τοῦ στρατοῦ εἶναι ἐπείγουσαι καὶ ἡ κατάστασις εἰς τὰ βόρεια σύνορα ἀπαιτεῖ ἐνίσχυσιν. — [745, 1273, 933, 1368]
article-body: Ὁ κ. Τσάρλς Φράντον, εἰς τὴν χθεσινὴν συνεδρίασιν, ἐτόνισεν ὅτι ἡ ἀποστολὴ τοῦ ὑλικοῦ θὰ γίνῃ ταχέως, δεδομένου ὅτι αἱ ἀνάγκαι τοῦ στρατοῦ εἶναι ἐπείγουσαι καὶ ἡ κατάστασις εἰς τὰ βόρεια σύνορα ἀπαιτεῖ ἐνίσχυσιν. — [1089, 1184, 1225, 1333]
section-rule — [355, 754, 933, 755]
article-body: Ὁ κ. Τσάρλς Φράντον, εἰς τὴν χθεσινὴν συνεδρίασιν, ἐτόνισεν ὅτι ἡ ἀποστολὴ τοῦ ὑλικοῦ θὰ γίνῃ ταχέως, δεδομένου ὅτι αἱ ἀνάγκαι τοῦ στρατοῦ εἶναι ἐπείγουσαι καὶ ἡ κατάστασις εἰς τὰ βόρεια σύνορα ἀπαιτεῖ ἐνίσχυσιν. — [550, 459, 737, 554]
article-body: Ὁ κ. Τσάρλς Φράντον, εἰς τὴν χθεσινὴν συνεδρίασιν, ἐτόνισεν ὅτι ἡ ἀποστολὴ τοῦ ὑλικοῦ θὰ γίνῃ ταχέως, δεδομένου ὅτι αἱ ἀνάγκαι τοῦ στρατοῦ εἶναι ἐπείγουσαι καὶ ἡ κατάστασις εἰς τὰ βόρεια σύνορα ἀπαιτεῖ ἐνίσχυσιν. — [550, 1177, 737, 1272]
newspaper-title: ΕΛΕΥΘΕΡΙΑ — [480, 58, 801, 107]
article-body: Ὁ κ. Τσάρλς Φράντον, εἰς τὴν χθεσινὴν συνεδρίασιν, ἐτόνισεν ὅτι ἡ ἀποστολὴ τοῦ ὑλικοῦ θὰ γίνῃ ταχέως, δεδομένου ὅτι αἱ ἀνάγκαι τοῦ στρατοῦ εἶναι ἐπείγουσαι καὶ ἡ κατάστασις εἰς τὰ βόρεια σύνορα ἀπαιτεῖ ἐνίσχυσιν. — [550, 1369, 737, 1465]
section-rule — [945, 546, 1225, 548]
subheadline: Η ΑΠΟΣΤΟΛΗ ΕΖΗΤΗΘΗ ΕΞ ΕΥΡΩΠΑΪΚΩΝ ΒΟΜΒΑΡΔΙΣΤΙΚΑ ΚΑΙ ΕΙΔΙΚΑ ΠΥΡΟΒΟΛΑ — [90, 244, 309, 268]
column-rule — [938, 111, 939, 1814]
article-body: Ὁ κ. Τσάρλς Φράντον, εἰς τὴν χθεσινὴν συνεδρίασιν, ἐτόνισεν ὅτι ἡ ἀποστολὴ τοῦ ὑλικοῦ θὰ γίνῃ ταχέως, δεδομένου ὅτι αἱ ἀνάγκαι τοῦ στρατοῦ εἶναι ἐπείγουσαι καὶ ἡ κατάστασις εἰς τὰ βόρεια σύνορα ἀπαιτεῖ ἐνίσχυσιν. — [745, 1177, 933, 1272]
article-body: Ὁ κ. Τσάρλς Φράντον, εἰς τὴν χθεσινὴν συνεδρίασιν, ἐτόνισεν ὅτι ἡ ἀποστολὴ τοῦ ὑλικοῦ θὰ γίνῃ ταχέως, δεδομένου ὅτι αἱ ἀνάγκαι τοῦ στρατοῦ εἶναι ἐπείγουσαι καὶ ἡ κατάστασις εἰς τὰ βόρεια σύνορα ἀπαιτεῖ ἐνίσχυσιν. — [203, 274, 343, 410]
article-body: Ὁ κ. Τσάρλς Φράντον, εἰς τὴν χθεσινὴν συνεδρίασιν, ἐτόνισεν ὅτι ἡ ἀποστολὴ τοῦ ὑλικοῦ θὰ γίνῃ ταχέως, δεδομένου ὅτι αἱ ἀνάγκαι τοῦ στρατοῦ εἶναι ἐπείγουσαι καὶ ἡ κατάστασις εἰς τὰ βόρεια σύνορα ἀπαιτεῖ ἐνίσχυσιν. — [203, 538, 343, 675]
article-body: Ὁ κ. Τσάρλς Φράντον, εἰς τὴν χθεσινὴν συνεδρίασιν, ἐτόνισεν ὅτι ἡ ἀποστολὴ τοῦ ὑλικοῦ θὰ γίνῃ ταχέως, δεδομένου ὅτι αἱ ἀνάγκαι τοῦ στρατοῦ εἶναι ἐπείγουσαι καὶ ἡ κατάστασις εἰς τὰ βόρεια σύνορα ἀπαιτεῖ ἐνίσχυσιν. — [550, 1465, 737, 1561]
article-body: Ὁ κ. Τσάρλς Φράντον, εἰς τὴν χθεσινὴν συνεδρίασιν, ἐτόνισεν ὅτι ἡ ἀποστολὴ τοῦ ὑλικοῦ θὰ γίνῃ ταχέως, δεδομένου ὅτι αἱ ἀνάγκαι τοῦ στρατοῦ εἶναι ἐπείγουσαι καὶ ἡ κατάστασις εἰς τὰ βόρεια σύνορα ἀπαιτεῖ ἐνίσχυσιν. — [945, 238, 1081, 388]
headline: ΑΙ ΕΜΠΟΡΙΚΑΙ ΣΧΕΣΕΙΣ ΜΕΤΑ ΤΗΣ ΓΕΡΜΑΝΙΑΣ — [58, 1607, 194, 1653]
article-body: Ὁ κ. Τσάρλς Φράντον, εἰς τὴν χθεσινὴν συνεδρίασιν, ἐτόνισεν ὅτι ἡ ἀποστολὴ τοῦ ὑλικοῦ θὰ γίνῃ ταχέως, δεδομένου ὅτι αἱ ἀνάγκαι τοῦ στρατοῦ εἶναι ἐπείγουσαι καὶ ἡ κατάστασις εἰς τὰ βόρεια σύνορα ἀπαιτεῖ ἐνίσχυσιν. — [745, 609, 933, 705]
article-body: Ὁ κ. Τσάρλς Φράντον, εἰς τὴν χθεσινὴν συνεδρίασιν, ἐτόνισεν ὅτι ἡ ἀποστολὴ τοῦ ὑλικοῦ θὰ γίνῃ ταχέως, δεδομένου ὅτι αἱ ἀνάγκαι τοῦ στρατοῦ εἶναι ἐπείγουσαι καὶ ἡ κατάστασις εἰς τὰ βόρεια σύνορα ἀπαιτεῖ ἐνίσχυσιν. — [745, 459, 933, 554]
subheadline: Ο ΨΗΦΙΣΘΕΙΣ ΥΠΟ ΤΗΣ ΒΟΥΛΗΣ ΝΟΜΟΣ — [92, 1302, 307, 1314]
article-body: Ὁ κ. Τσάρλς Φράντον, εἰς τὴν χθεσινὴν συνεδρίασιν, ἐτόνισεν ὅτι ἡ ἀποστολὴ τοῦ ὑλικοῦ θὰ γίνῃ ταχέως, δεδομένου ὅτι αἱ ἀνάγκαι τοῦ στρατοῦ εἶναι ἐπείγουσαι καὶ ἡ κατάστασις εἰς τὰ βόρεια σύνορα ἀπαιτεῖ ἐνίσχυσιν. — [550, 1656, 737, 1751]
article-body: Ὁ κ. Τσάρλς Φράντον, εἰς τὴν χθεσινὴν συνεδρίασιν, ἐτόνισεν ὅτι ἡ ἀποστολὴ τοῦ ὑλικοῦ θὰ γίνῃ ταχέως, δεδομένου ὅτι αἱ ἀνάγκαι τοῦ στρατοῦ εἶναι ἐπείγουσαι καὶ ἡ κατάστασις εἰς τὰ βόρεια σύνορα ἀπαιτεῖ ἐνίσχυσιν. — [745, 267, 933, 362]
article-body: Ὁ κ. Τσάρλς Φράντον, εἰς τὴν χθεσινὴν συνεδρίασιν, ἐτόνισεν ὅτι ἡ ἀποστολὴ τοῦ ὑλικοῦ θὰ γίνῃ ταχέως, δεδομένου ὅτι αἱ ἀνάγκαι τοῦ στρατοῦ εἶναι ἐπείγουσαι καὶ ἡ κατάστασις εἰς τὰ βόρεια σύνορα ἀπαιτεῖ ἐνίσχυσιν. — [745, 1783, 933, 1879]
article-german-trade — [56, 1608, 195, 1927]
article-wheat-france — [203, 2055, 343, 2365]
article-body: Ὁ κ. Τσάρλς Φράντον, εἰς τὴν χθεσινὴν συνεδρίασιν, ἐτόνισεν ὅτι ἡ ἀποστολὴ τοῦ ὑλικοῦ θὰ γίνῃ ταχέως, δεδομένου ὅτι αἱ ἀνάγκαι τοῦ στρατοῦ εἶναι ἐπείγουσαι καὶ ἡ κατάστασις εἰς τὰ βόρεια σύνορα ἀπαιτεῖ ἐνίσχυσιν. — [1089, 1556, 1225, 1706]
headline: ΕΠΑΝΕΛΗΦΘΗ ΧΘΕΣ ΕΙΣ ΤΗΝ ΒΟΥΛΗΝ Η ΣΥΖΗΤΗΣΙΣ ΕΠΙ ΤΗΣ ΕΠΕΡΩΤΗΣΕΩΣ ΔΙΑ ΤΗΝ ΣΥΓΚΕΝΤΡΩΣΙΝ ΤΟΥ ΣΙΤΟΥ — [60, 458, 339, 533]
headline: ΑΙ ΣΥΓΚΟΙΝΩΝΙΑΙ — [68, 2424, 183, 2439]
article-italian-artillery — [56, 115, 343, 445]
article-body: Ὁ κ. Τσάρλς Φράντον, εἰς τὴν χθεσινὴν συνεδρίασιν, ἐτόνισεν ὅτι ἡ ἀποστολὴ τοῦ ὑλικοῦ θὰ γίνῃ ταχέως, δεδομένου ὅτι αἱ ἀνάγκαι τοῦ στρατοῦ εἶναι ἐπείγουσαι καὶ ἡ κατάστασις εἰς τὰ βόρεια σύνορα ἀπαιτεῖ ἐνίσχυσιν. — [203, 676, 343, 812]
headline: ΖΗΤΕΙΤΑΙ Η ΑΡΣΙΣ ΑΣΥΛΙΑΣ ΒΟΥΛΕΥΤΟΥ — [1090, 1930, 1224, 1957]
headline: Ο Κ. ΡΑΝΚΙΝ — [973, 2252, 1053, 2265]
article-body: Ὁ κ. Τσάρλς Φράντον, εἰς τὴν χθεσινὴν συνεδρίασιν, ἐτόνισεν ὅτι ἡ ἀποστολὴ τοῦ ὑλικοῦ θὰ γίνῃ ταχέως, δεδομένου ὅτι αἱ ἀνάγκαι τοῦ στρατοῦ εἶναι ἐπείγουσαι καὶ ἡ κατάστασις εἰς τὰ βόρεια σύνορα ἀπαιτεῖ ἐνίσχυσιν. — [550, 1848, 737, 1943]
dateline: ΛΑΜΙΑ, 6 Αὐγούστου (ΤΟΥ ΑΝΤΑΠΟΚΡΙΤΟΥ ΜΑΣ) — [550, 977, 693, 1000]
article-wheat-parliament — [56, 460, 343, 1225]
subheadline: ΔΗΛΩΣΕΙΣ ΤΟΥ Κ. ΣΤΡΑΤΟΥ — [772, 924, 906, 935]
article-worker-demands — [56, 2116, 195, 2418]
headline: Η ΔΙΑΣΚΕΨΙΣ ΤΟΥ ΔΟΥΝΑΒΕΩΣ — [954, 1883, 1072, 1912]
article-body: Ὁ κ. Τσάρλς Φράντον, εἰς τὴν χθεσινὴν συνεδρίασιν, ἐτόνισεν ὅτι ἡ ἀποστολὴ τοῦ ὑλικοῦ θὰ γίνῃ ταχέως, δεδομένου ὅτι αἱ ἀνάγκαι τοῦ στρατοῦ εἶναι ἐπείγουσαι καὶ ἡ κατάστασις εἰς τὰ βόρεια σύνορα ἀπαιτεῖ ἐνίσχυσιν. — [745, 963, 933, 1059]
headline: Ο Κ. ΒΕΝΙΖΕΛΟΣ ΕΙΣ ΤΟ ΜΕΤΣΟΒΟΝ — [1094, 1712, 1220, 1738]
article-body: Ὁ κ. Τσάρλς Φράντον, εἰς τὴν χθεσινὴν συνεδρίασιν, ἐτόνισεν ὅτι ἡ ἀποστολὴ τοῦ ὑλικοῦ θὰ γίνῃ ταχέως, δεδομένου ὅτι αἱ ἀνάγκαι τοῦ στρατοῦ εἶναι ἐπείγουσαι καὶ ἡ κατάστασις εἰς τὰ βόρεια σύνορα ἀπαιτεῖ ἐνίσχυσιν. — [56, 1088, 196, 1224]
article-sofoulis-departure — [203, 1608, 343, 2048]
article-immunity — [1089, 1931, 1225, 2108]
section-rule — [56, 1232, 343, 1233]
article-body: Ὁ κ. Τσάρλς Φράντον, εἰς τὴν χθεσινὴν συνεδρίασιν, ἐτόνισεν ὅτι ἡ ἀποστολὴ τοῦ ὑλικοῦ θὰ γίνῃ ταχέως, δεδομένου ὅτι αἱ ἀνάγκαι τοῦ στρατοῦ εἶναι ἐπείγουσαι καὶ ἡ κατάστασις εἰς τὰ βόρεια σύνορα ἀπαιτεῖ ἐνίσχυσιν. — [355, 1477, 542, 1572]
dateline: ΛΟΝΔΙΝΟΝ, 6. (Ἰδ. υπηρ.) — [945, 633, 1044, 657]
lead-headline: ΚΑΤΑΣΚΕΥΑΖΕΤΑΙ ΥΠΟ ΤΩΝ ΣΥΜΜΟΡΙΤΩΝ ΕΣΠΕΥΣΜΕΝΩΣ ΝΕΑ ΟΧΥΡΩΜΑΤΙΚΗ ΓΡΑΜΜΗ — [371, 115, 916, 195]
article-russia-italy-fleet — [945, 1500, 1081, 1879]
lead-headline-2: ΕΠΑΦΗ ΤΟΥ ΣΤΡΑΤΟΥ ΜΕ ΥΠΟΧΩΡΟΥΣΑΣ ΦΑΛΑΓΓΑΣ ΒΟΡΕΙΩΣ ΤΟΥ ΣΑΡΑΝΤΑΠΟΡΟΥ — [371, 206, 916, 260]
article-soviet-asia — [945, 115, 1225, 540]
article-body: Ὁ κ. Τσάρλς Φράντον, εἰς τὴν χθεσινὴν συνεδρίασιν, ἐτόνισεν ὅτι ἡ ἀποστολὴ τοῦ ὑλικοῦ θὰ γίνῃ ταχέως, δεδομένου ὅτι αἱ ἀνάγκαι τοῦ στρατοῦ εἶναι ἐπείγουσαι καὶ ἡ κατάστασις εἰς τὰ βόρεια σύνορα ἀπαιτεῖ ἐνίσχυσιν. — [550, 363, 737, 458]
article-body: Ὁ κ. Τσάρλς Φράντον, εἰς τὴν χθεσινὴν συνεδρίασιν, ἐτόνισεν ὅτι ἡ ἀποστολὴ τοῦ ὑλικοῦ θὰ γίνῃ ταχέως, δεδομένου ὅτι αἱ ἀνάγκαι τοῦ στρατοῦ εἶναι ἐπείγουσαι καὶ ἡ κατάστασις εἰς τὰ βόρεια σύνορα ἀπαιτεῖ ἐνίσχυσιν. — [1089, 1032, 1225, 1182]
article-tito-moscow — [945, 554, 1225, 959]
byline: Π. ΚΑΡΑΒΙΑΣ — [1150, 508, 1225, 520]
dateline: ΚΟΖΑΝΗ, 6 Αὐγούστου (ΤΟΥ ΑΠΕΣΤΑΛΜΕΝΟΥ ΜΑΣ) — [355, 496, 508, 520]
